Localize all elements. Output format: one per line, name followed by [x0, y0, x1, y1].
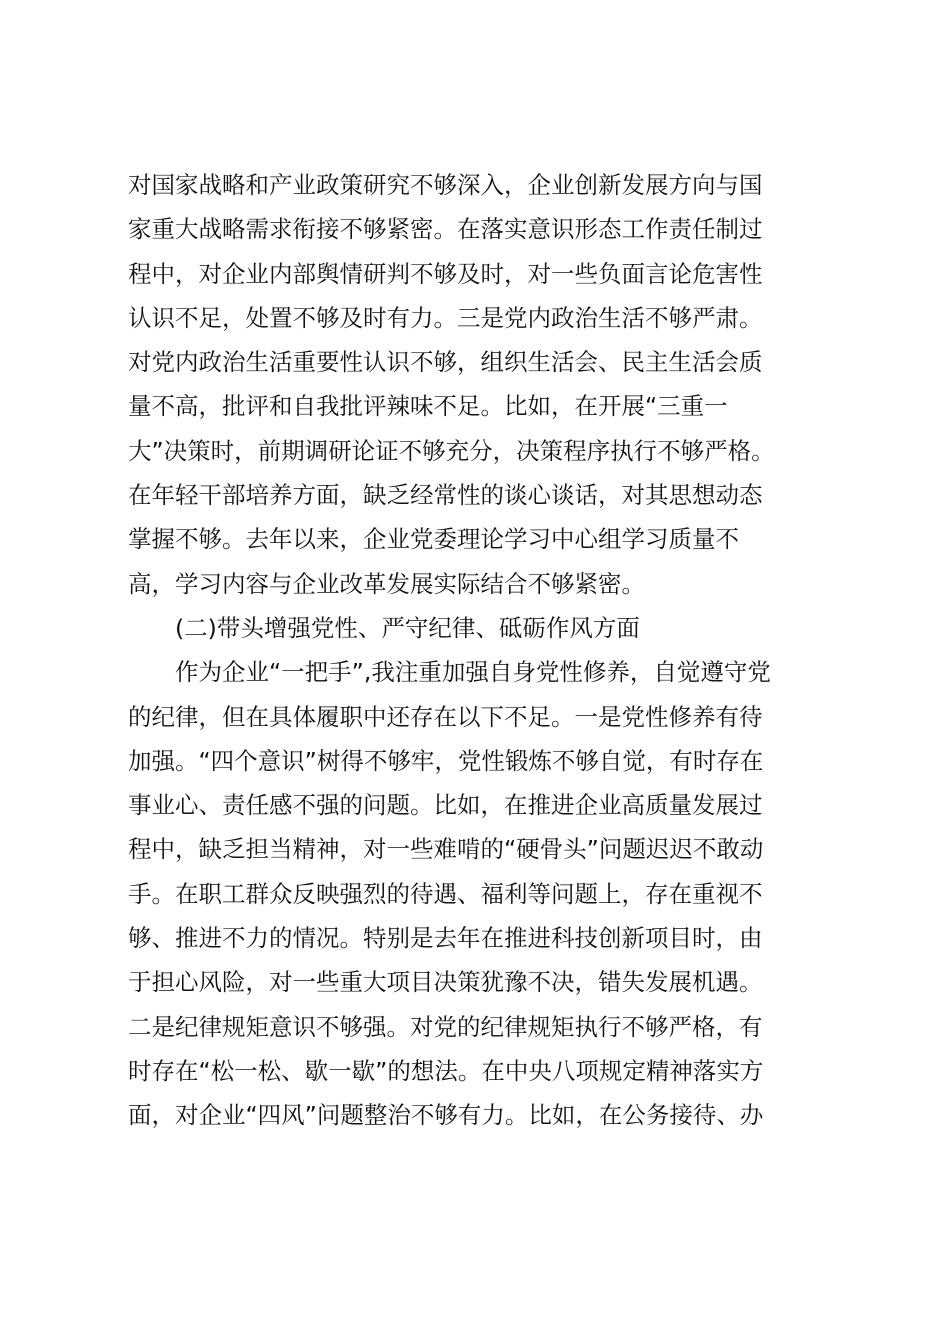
text-line: 认识不足，处置不够及时有力。三是党内政治生活不够严肃。	[128, 303, 763, 332]
paragraph-first-line: 作为企业“一把手”,我注重加强自身党性修养，自觉遵守党	[175, 658, 771, 687]
text-line: 家重大战略需求衔接不够紧密。在落实意识形态工作责任制过	[128, 215, 763, 244]
text-line: 大”决策时，前期调研论证不够充分，决策程序执行不够严格。	[128, 436, 775, 465]
text-line: 对国家战略和产业政策研究不够深入，企业创新发展方向与国	[128, 171, 763, 199]
text-line: 高，学习内容与企业改革发展实际结合不够紧密。	[128, 569, 645, 598]
text-line: 够、推进不力的情况。特别是去年在推进科技创新项目时，由	[128, 924, 763, 953]
text-line: 对党内政治生活重要性认识不够，组织生活会、民主生活会质	[128, 348, 763, 377]
document-body	[128, 163, 828, 1138]
text-line: 程中，缺乏担当精神，对一些难啃的“硬骨头”问题迟迟不敢动	[128, 835, 764, 864]
text-line: 量不高，批评和自我批评辣味不足。比如，在开展“三重一	[128, 392, 728, 421]
text-line: 面，对企业“四风”问题整治不够有力。比如，在公务接待、办	[128, 1101, 764, 1130]
text-line: 在年轻干部培养方面，缺乏经常性的谈心谈话，对其思想动态	[128, 481, 763, 510]
text-line: 的纪律，但在具体履职中还存在以下不足。一是党性修养有待	[128, 702, 763, 731]
text-line: 程中，对企业内部舆情研判不够及时，对一些负面言论危害性	[128, 259, 763, 288]
text-line: 二是纪律规矩意识不够强。对党的纪律规矩执行不够严格，有	[128, 1012, 763, 1041]
section-heading: (二)带头增强党性、严守纪律、砥砺作风方面	[175, 613, 640, 642]
text-line: 掌握不够。去年以来，企业党委理论学习中心组学习质量不	[128, 525, 739, 554]
text-line: 手。在职工群众反映强烈的待遇、福利等问题上，存在重视不	[128, 879, 763, 908]
text-line: 加强。“四个意识”树得不够牢，党性锻炼不够自觉，有时存在	[128, 746, 764, 775]
text-line: 时存在“松一松、歇一歇”的想法。在中央八项规定精神落实方	[128, 1056, 764, 1085]
text-line: 于担心风险，对一些重大项目决策犹豫不决，错失发展机遇。	[128, 968, 763, 997]
text-line: 事业心、责任感不强的问题。比如，在推进企业高质量发展过	[128, 791, 763, 820]
